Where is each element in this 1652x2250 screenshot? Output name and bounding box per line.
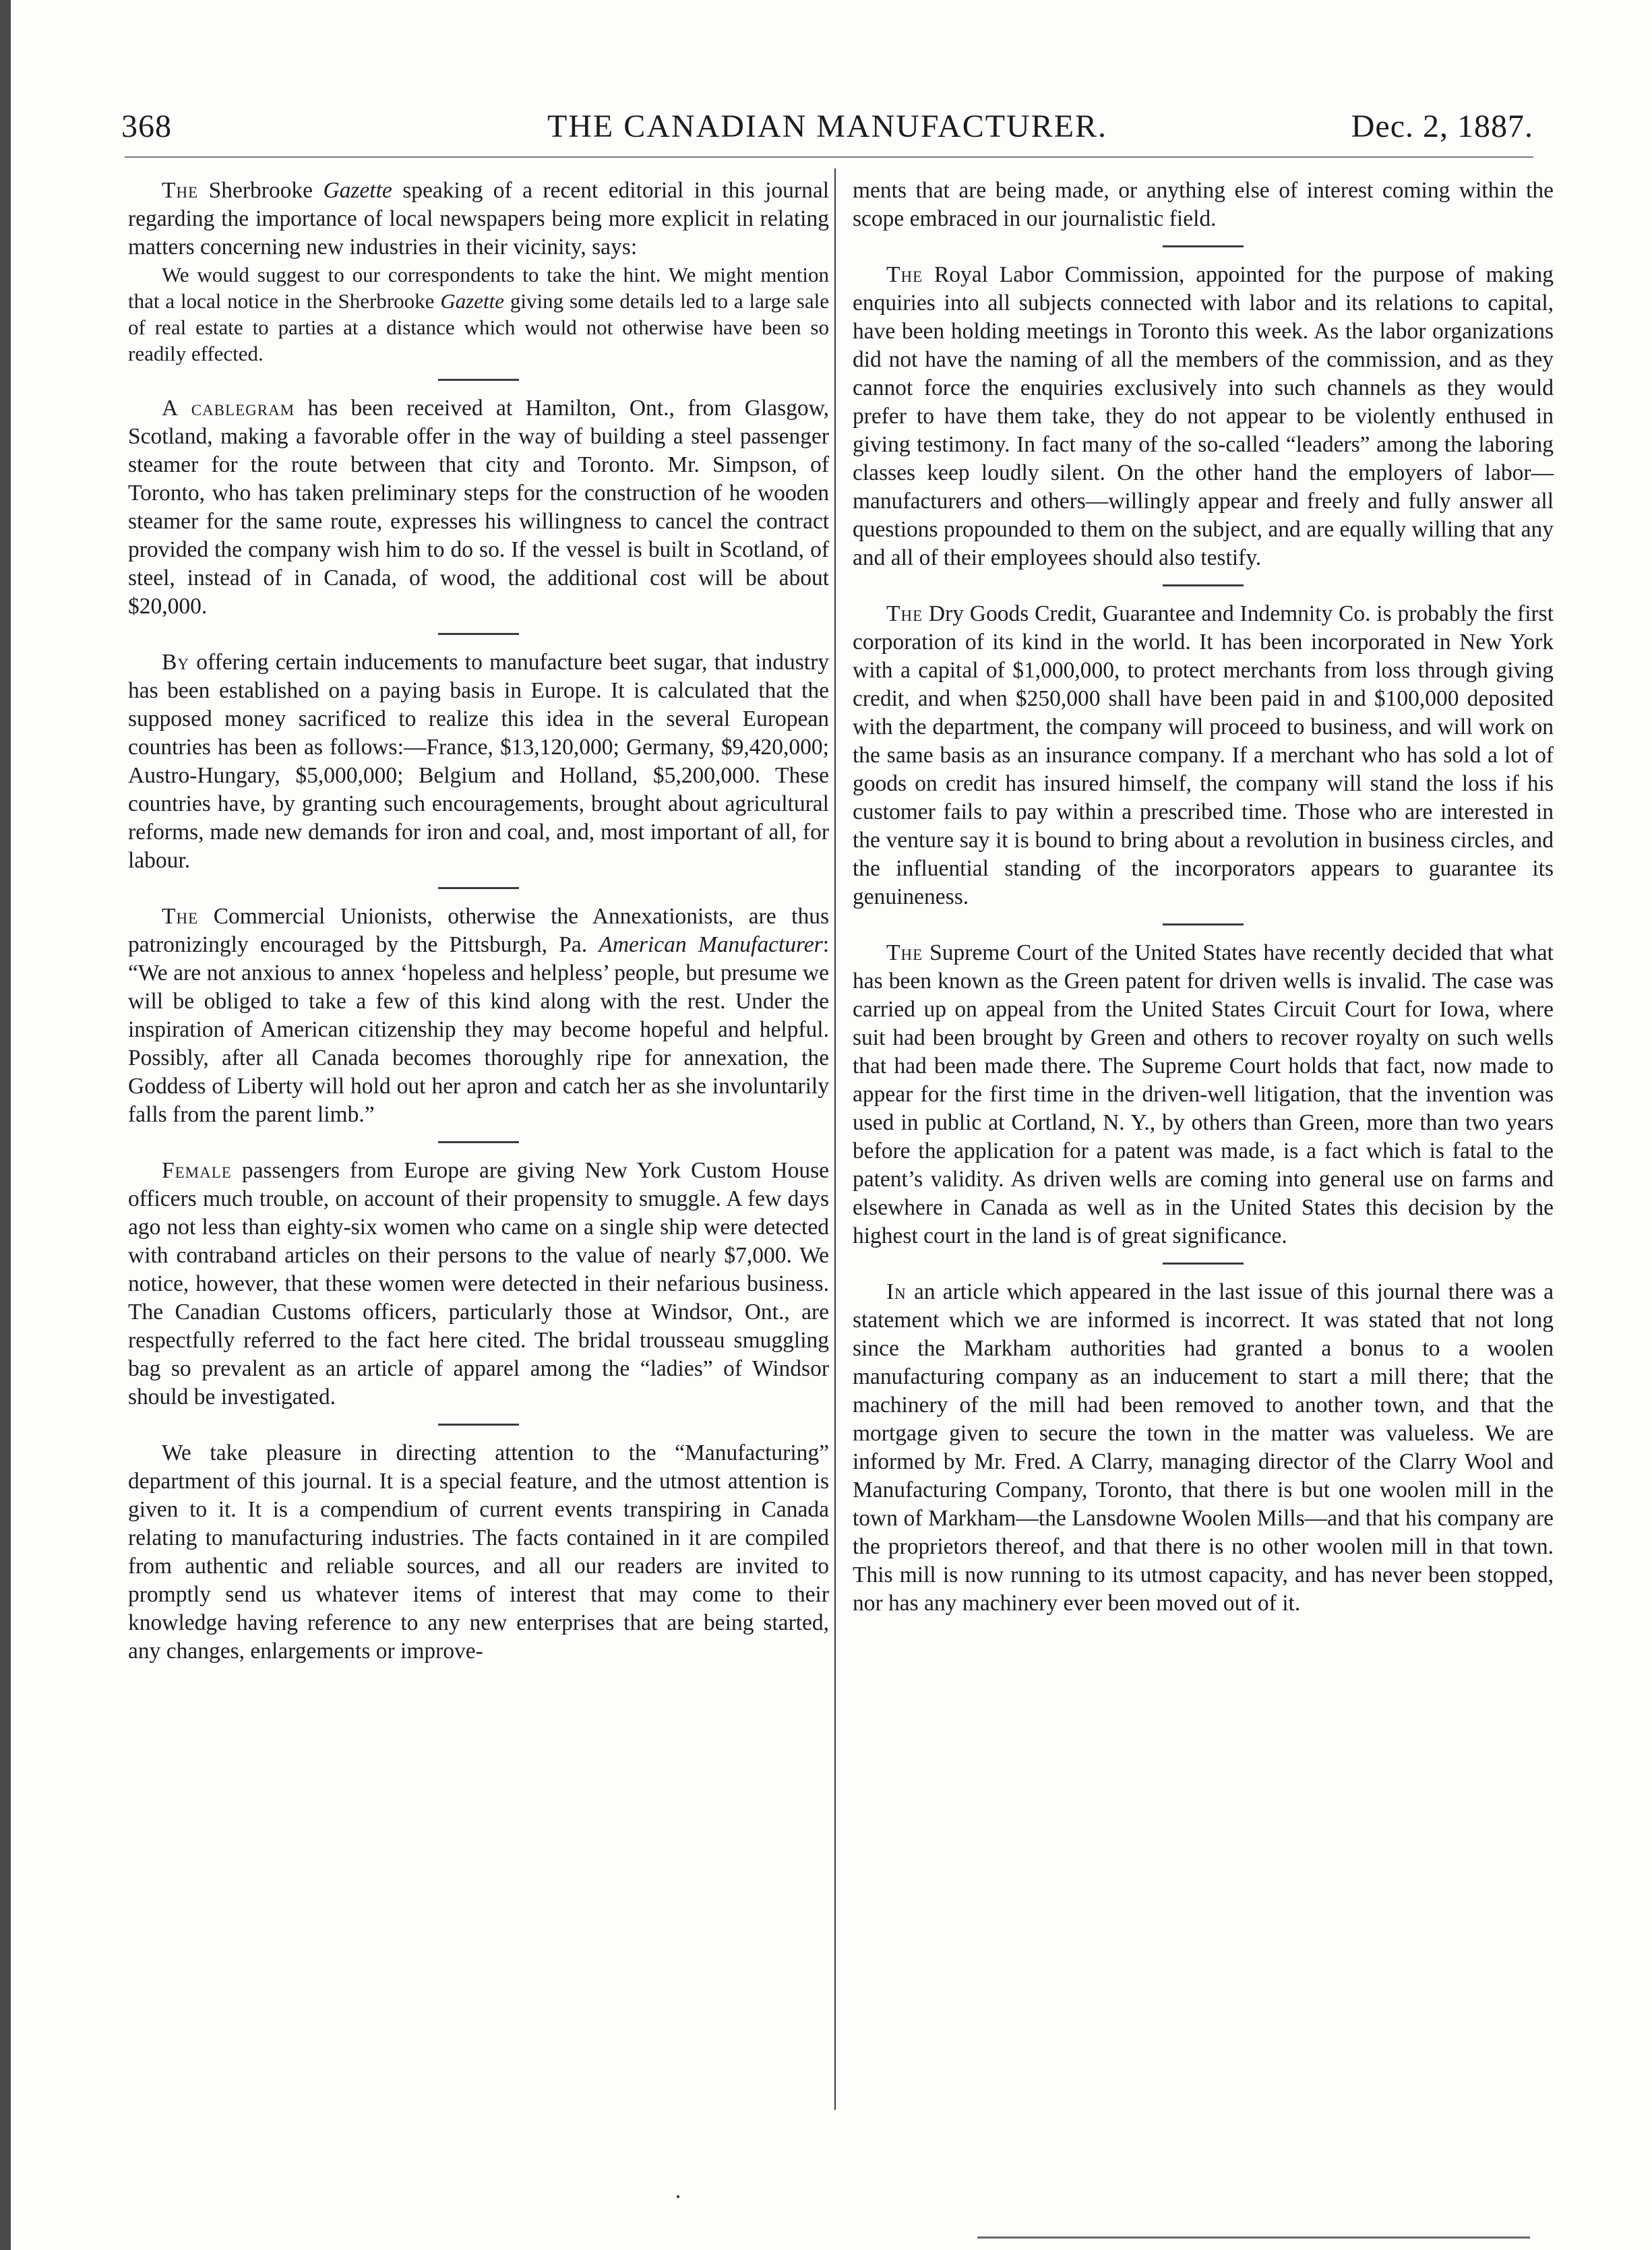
left-column bbox=[128, 177, 829, 1666]
article-female-passengers bbox=[128, 1157, 829, 1411]
lead-word: The bbox=[162, 904, 199, 929]
article-markham-correction bbox=[853, 1278, 1554, 1618]
italic-title: Gazette bbox=[440, 289, 505, 313]
section-separator bbox=[1163, 245, 1244, 247]
lead-word: In bbox=[886, 1279, 907, 1304]
article-text: Dry Goods Credit, Guarantee and Indemnity Co. is probably the first corporation of its kind in the world. It has been incorporated in New York with a capital of $1,000,000, to protect merchants from loss through giving credit, and when $250,000 shall have been paid in and $100,000 deposited with the department, the company will proceed to business, and will work on the same basis as an insurance company. If a merchant who has sold a lot of goods on credit has insured himself, the company will stand the loss if his customer fails to pay within a prescribed time. Those who are interested in the venture say it is bound to bring about a revolution in business circles, and the influential standing of the incorporators appears to guarantee its genuineness. bbox=[853, 601, 1554, 909]
bottom-rule bbox=[977, 2237, 1530, 2239]
lead-word: By bbox=[162, 650, 189, 675]
lead-word: Female bbox=[162, 1158, 232, 1183]
masthead: THE CANADIAN MANUFACTURER. bbox=[547, 109, 1108, 144]
section-separator bbox=[1163, 923, 1244, 925]
article-text: offering certain inducements to manufacture beet sugar, that industry has been established on a paying basis in Europe. It is calculated that the supposed money sacrificed to realize this idea in the several European countries has been as follows:—France, $13,120,000; Germany, $9,420,000; Austro-Hungary, $5,000,000; Belgium and Holland, $5,200,000. These countries have, by granting such encouragements, brought about agricultural reforms, made new demands for iron and coal, and, most important of all, for labour. bbox=[128, 650, 829, 873]
page-number: 368 bbox=[121, 109, 172, 144]
section-separator bbox=[438, 1424, 519, 1426]
article-cablegram bbox=[128, 394, 829, 621]
article-manufacturing-dept bbox=[128, 1439, 829, 1666]
lead-word: The bbox=[886, 262, 923, 287]
article-text: Sherbrooke bbox=[198, 178, 324, 203]
section-separator bbox=[438, 1141, 519, 1143]
column-divider bbox=[834, 169, 836, 2110]
quoted-passage bbox=[128, 262, 829, 367]
scan-edge bbox=[0, 0, 11, 2250]
article-text: passengers from Europe are giving New York Custom House officers much trouble, on account of their propensity to smuggle. A few days ago not less than eighty-six women who came on a single ship were detected with contraband articles on their persons to the value of nearly $7,000. We notice, however, that these women were detected in their nefarious business. The Canadian Customs officers, particularly those at Windsor, Ont., are respectfully referred to the fact here cited. The bridal trousseau smuggling bag so prevalent as an article of apparel among the “ladies” of Windsor should be investigated. bbox=[128, 1158, 829, 1409]
article-text: speaking of a recent editorial in this journal regarding the importance of local newspapers being more explicit in relating matters concerning new industries in their vicinity, says: bbox=[128, 178, 829, 260]
page-header bbox=[121, 101, 1533, 155]
article-text: Commercial Unionists, otherwise the Annexationists, are thus patronizingly encouraged by the Pittsburgh, Pa. bbox=[128, 904, 829, 957]
lead-word: The bbox=[162, 178, 199, 203]
article-text: Royal Labor Commission, appointed for the purpose of making enquiries into all subjects connected with labor and its relations to capital, have been holding meetings in Toronto this week. As the labor organizations did not have the naming of all the members of the commission, and as they cannot force the enquiries exclusively into such channels as they would prefer to have them take, they do not appear to be violently enthused in giving testimony. In fact many of the so-called “leaders” among the laboring classes keep loudly silent. On the other hand the employers of labor—manufacturers and others—willingly appear and freely and fully answer all questions propounded to them on the subject, and are equally willing that any and all of their employees should also testify. bbox=[853, 262, 1554, 570]
article-beet-sugar bbox=[128, 648, 829, 875]
italic-title: Gazette bbox=[323, 178, 392, 203]
lead-word: The bbox=[886, 601, 923, 626]
article-sherbrooke bbox=[128, 177, 829, 262]
right-column bbox=[853, 177, 1554, 1618]
article-text: We take pleasure in directing attention to the “Manufacturing” department of this journal. It is a special feature, and the utmost attention is given to it. It is a compendium of current events transpiring in Canada relating to manufacturing industries. The facts contained in it are compiled from authentic and reliable sources, and all our readers are invited to promptly send us whatever items of interest that may come to their knowledge having reference to any new enterprises that are being started, any changes, enlargements or improve- bbox=[128, 1440, 829, 1664]
section-separator bbox=[438, 379, 519, 381]
italic-title: American Manufacturer bbox=[599, 932, 823, 957]
article-supreme-court bbox=[853, 939, 1554, 1250]
section-separator bbox=[1163, 584, 1244, 586]
section-separator bbox=[438, 887, 519, 889]
lead-word: The bbox=[886, 940, 923, 965]
article-continuation bbox=[853, 177, 1554, 233]
section-separator bbox=[1163, 1263, 1244, 1265]
quote-text: We would suggest to our correspondents to take the hint. We might mention that a local notice in the Sherbrooke bbox=[128, 263, 829, 313]
article-text: an article which appeared in the last issue of this journal there was a statement which we are informed is incorrect. It was stated that not long since the Markham authorities had granted a bonus to a woolen manufacturing company as an inducement to start a mill there; that the machinery of the mill had been removed to another town, and that the mortgage given to secure the town in the matter was valueless. We are informed by Mr. Fred. A Clarry, managing director of the Clarry Wool and Manufacturing Company, Toronto, that there is but one woolen mill in the town of Markham—the Lansdowne Woolen Mills—and that his company are the proprietors thereof, and that there is no other woolen mill in that town. This mill is now running to its utmost capacity, and has never been stopped, nor has any machinery ever been moved out of it. bbox=[853, 1279, 1554, 1616]
issue-date: Dec. 2, 1887. bbox=[1351, 109, 1533, 144]
article-commercial-unionists bbox=[128, 903, 829, 1129]
section-separator bbox=[438, 633, 519, 635]
article-labor-commission bbox=[853, 261, 1554, 572]
lead-word: A cablegram bbox=[162, 396, 295, 421]
header-rule bbox=[125, 156, 1533, 158]
article-dry-goods-credit bbox=[853, 600, 1554, 911]
page-mark: · bbox=[674, 2183, 682, 2210]
article-text: has been received at Hamilton, Ont., from Glasgow, Scotland, making a favorable offer in the way of building a steel passenger steamer for the route between that city and Toronto. Mr. Simpson, of Toronto, who has taken preliminary steps for the construction of he wooden steamer for the same route, expresses his willingness to cancel the contract provided the company wish him to do so. If the vessel is built in Scotland, of steel, instead of in Canada, of wood, the additional cost will be about $20,000. bbox=[128, 396, 829, 619]
quote-text: giving some details led to a large sale of real estate to parties at a distance which would not otherwise have been so readily effected. bbox=[128, 289, 829, 365]
article-text: : “We are not anxious to annex ‘hopeless and helpless’ people, but presume we will be obliged to take a few of this kind along with the rest. Under the inspiration of American citizenship they may become hopeful and helpful. Possibly, after all Canada becomes thoroughly ripe for annexation, the Goddess of Liberty will hold out her apron and catch her as she involuntarily falls from the parent limb.” bbox=[128, 932, 830, 1127]
article-text: ments that are being made, or anything else of interest coming within the scope embraced in our journalistic field. bbox=[853, 178, 1554, 231]
article-text: Supreme Court of the United States have recently decided that what has been known as the Green patent for driven wells is invalid. The case was carried up on appeal from the United States Circuit Court for Iowa, where suit had been brought by Green and others to recover royalty on such wells that had been made there. The Supreme Court holds that fact, now made to appear for the first time in the driven-well litigation, that the invention was used in public at Cortland, N. Y., by others than Green, more than two years before the application for a patent was made, is a fact which is fatal to the patent’s validity. As driven wells are coming into general use on farms and elsewhere in Canada as well as in the United States this decision by the highest court in the land is of great significance. bbox=[853, 940, 1554, 1248]
